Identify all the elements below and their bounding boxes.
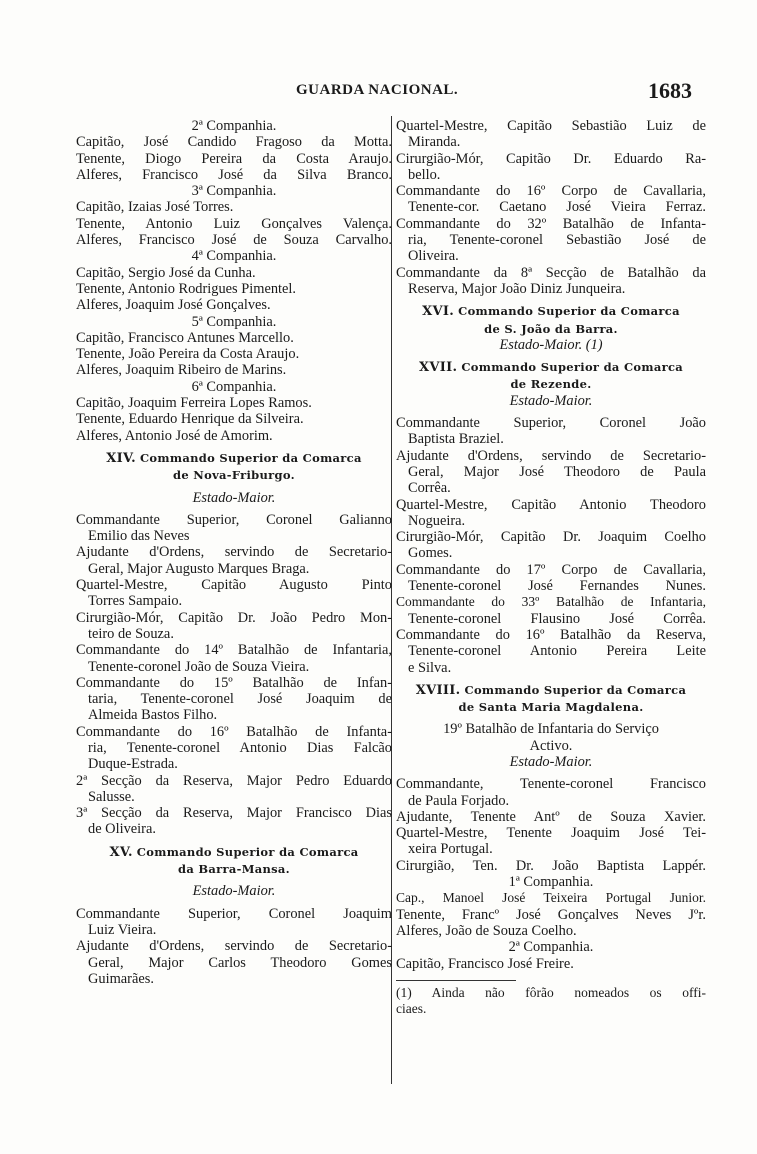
text-line: Cap., Manoel José Teixeira Portugal Junior. — [396, 890, 706, 906]
text-line: Capitão, Izaias José Torres. — [76, 199, 234, 216]
section-heading: XVII. Commando Superior da Comarca — [418, 360, 684, 376]
text-line: Oliveira. — [408, 248, 459, 265]
battalion-heading-cont: Activo. — [529, 737, 573, 754]
right-column — [396, 118, 706, 1017]
text-line: Alferes, Joaquim José Gonçalves. — [76, 297, 271, 314]
text-line: Quartel-Mestre, Capitão Antonio Theodoro — [396, 496, 706, 513]
text-line: Guimarães. — [88, 970, 154, 987]
section-heading: XVIII. Commando Superior da Comarca — [415, 682, 687, 698]
text-line: Commandante, Tenente-coronel Francisco — [396, 776, 706, 793]
text-line: Quartel-Mestre, Capitão Sebastião Luiz de — [396, 118, 706, 134]
text-line: Capitão, Sergio José da Cunha. — [76, 264, 256, 281]
text-line: Cirurgião-Mór, Capitão Dr. João Pedro Mon- — [76, 609, 392, 626]
text-line: Tenente-coronel João de Souza Vieira. — [88, 658, 310, 675]
company-heading: 4ª Companhia. — [191, 248, 277, 265]
text-line: Commandante do 14º Batalhão de Infantaria, — [76, 642, 392, 659]
subsection-heading: Estado-Maior. (1) — [499, 336, 603, 353]
text-line: Baptista Braziel. — [408, 431, 504, 448]
text-line: Ajudante, Tenente Antº de Souza Xavier. — [396, 808, 706, 825]
text-line: Tenente-coronel Flausino José Corrêa. — [408, 610, 706, 627]
section-heading: XV. Commando Superior da Comarca — [109, 844, 359, 860]
battalion-heading: 19º Batalhão de Infantaria do Serviço — [443, 721, 659, 738]
text-line: Cirurgião-Mór, Capitão Dr. Eduardo Ra- — [396, 150, 706, 167]
section-number: XV. — [109, 844, 133, 860]
section-heading: XVI. Commando Superior da Comarca — [422, 304, 680, 320]
text-line: Alferes, Antonio José de Amorim. — [76, 427, 273, 444]
text-line: Commandante do 17º Corpo de Cavallaria, — [396, 561, 706, 578]
text-line: Reserva, Major João Diniz Junqueira. — [408, 280, 626, 297]
text-line: Alferes, Francisco José de Souza Carvalho. — [76, 232, 392, 249]
text-line: Nogueira. — [408, 512, 466, 529]
text-line: Capitão, Francisco José Freire. — [396, 955, 574, 972]
text-line: Tenente, Diogo Pereira da Costa Araujo. — [76, 150, 392, 167]
company-heading: 1ª Companhia. — [508, 874, 594, 891]
subsection-heading: Estado-Maior. — [509, 753, 593, 770]
section-heading-cont: de S. João da Barra. — [484, 321, 618, 336]
text-line: Duque-Estrada. — [88, 756, 178, 773]
text-line: Capitão, Francisco Antunes Marcello. — [76, 329, 294, 346]
section-heading-cont: de Santa Maria Magdalena. — [458, 700, 644, 715]
company-heading: 5ª Companhia. — [191, 313, 277, 330]
text-line: Commandante Superior, Coronel Joaquim — [76, 905, 392, 922]
text-line: Capitão, José Candido Fragoso da Motta. — [76, 134, 392, 151]
text-line: Commandante da 8ª Secção de Batalhão da — [396, 264, 706, 281]
section-heading-cont: da Barra-Mansa. — [178, 862, 290, 877]
text-line: Ajudante d'Ordens, servindo de Secretario- — [76, 938, 392, 955]
text-line: Alferes, João de Souza Coelho. — [396, 922, 577, 939]
text-line: Cirurgião, Ten. Dr. João Baptista Lappér. — [396, 857, 706, 874]
section-heading-cont: de Nova-Friburgo. — [173, 468, 295, 483]
text-line: Tenente-coronel Antonio Pereira Leite — [408, 643, 706, 660]
text-line: Miranda. — [408, 134, 461, 151]
text-line: de Oliveira. — [88, 821, 156, 838]
text-line: Emilio das Neves — [88, 528, 190, 545]
text-line: bello. — [408, 166, 441, 183]
text-line: Tenente, João Pereira da Costa Araujo. — [76, 346, 300, 363]
company-heading: 6ª Companhia. — [191, 378, 277, 395]
text-line: Almeida Bastos Filho. — [88, 707, 218, 724]
text-line: Tenente, Antonio Luiz Gonçalves Valença. — [76, 215, 392, 232]
text-line: Tenente, Antonio Rodrigues Pimentel. — [76, 280, 297, 297]
text-line: e Silva. — [408, 659, 452, 676]
text-line: Tenente-coronel José Fernandes Nunes. — [408, 578, 706, 595]
footnote: (1) Ainda não fôrão nomeados os offi- — [396, 984, 706, 1000]
page-header — [0, 78, 757, 106]
text-line: Commandante do 16º Corpo de Cavallaria, — [396, 183, 706, 200]
text-line: ria, Tenente-coronel Antonio Dias Falcão — [88, 739, 392, 756]
running-title: GUARDA NACIONAL. — [296, 82, 459, 98]
subsection-heading: Estado-Maior. — [192, 883, 276, 900]
text-line: Gomes. — [408, 545, 453, 562]
text-line: Capitão, Joaquim Ferreira Lopes Ramos. — [76, 395, 312, 412]
text-line: Alferes, Francisco José da Silva Branco. — [76, 166, 392, 183]
section-number: XVII. — [418, 360, 458, 376]
text-line: Corrêa. — [408, 480, 451, 497]
text-line: teiro de Souza. — [88, 625, 174, 642]
text-line: Commandante Superior, Coronel Galianno — [76, 511, 392, 528]
text-line: Ajudante d'Ordens, servindo de Secretario- — [396, 447, 706, 464]
text-line: Cirurgião-Mór, Capitão Dr. Joaquim Coelho — [396, 529, 706, 546]
company-heading: 2ª Companhia. — [191, 118, 277, 134]
section-number: XVI. — [422, 304, 455, 320]
subsection-heading: Estado-Maior. — [192, 489, 276, 506]
text-line: Tenente, Francº José Gonçalves Neves Jºr. — [396, 906, 706, 923]
text-line: de Paula Forjado. — [408, 792, 510, 809]
text-line: ria, Tenente-coronel Sebastião José de — [408, 232, 706, 249]
section-heading: XIV. Commando Superior da Comarca — [106, 450, 362, 466]
text-line: Commandante do 32º Batalhão de Infanta- — [396, 215, 706, 232]
text-line: Commandante do 33º Batalhão de Infantaria, — [396, 594, 706, 610]
text-line: Geral, Major José Theodoro de Paula — [408, 463, 706, 480]
text-line: Commandante do 16º Batalhão de Infanta- — [76, 723, 392, 740]
footnote-rule — [396, 980, 516, 981]
text-line: Ajudante d'Ordens, servindo de Secretario- — [76, 544, 392, 561]
section-heading-cont: de Rezende. — [510, 377, 592, 392]
text-line: xeira Portugal. — [408, 841, 493, 858]
text-line: Salusse. — [88, 788, 135, 805]
text-line: 3ª Secção da Reserva, Major Francisco Dias — [76, 805, 392, 822]
text-line: Torres Sampaio. — [88, 593, 183, 610]
text-line: Commandante do 16º Batalhão da Reserva, — [396, 626, 706, 643]
text-line: 2ª Secção da Reserva, Major Pedro Eduardo — [76, 772, 392, 789]
text-line: Luiz Vieira. — [88, 921, 157, 938]
company-heading: 3ª Companhia. — [191, 183, 277, 200]
text-line: Geral, Major Carlos Theodoro Gomes — [88, 954, 392, 971]
text-line: Quartel-Mestre, Capitão Augusto Pinto — [76, 577, 392, 594]
section-number: XVIII. — [415, 682, 461, 698]
text-line: Alferes, Joaquim Ribeiro de Marins. — [76, 362, 287, 379]
text-line: Quartel-Mestre, Tenente Joaquim José Tei- — [396, 825, 706, 842]
footnote-cont: ciaes. — [396, 1001, 427, 1017]
text-line: Commandante do 15º Batalhão de Infan- — [76, 674, 392, 691]
text-line: Tenente-cor. Caetano José Vieira Ferraz. — [408, 199, 706, 216]
text-line: Geral, Major Augusto Marques Braga. — [88, 560, 310, 577]
text-line: taria, Tenente-coronel José Joaquim de — [88, 691, 392, 708]
company-heading: 2ª Companhia. — [508, 939, 594, 956]
text-line: Commandante Superior, Coronel João — [396, 415, 706, 432]
section-number: XIV. — [106, 450, 136, 466]
subsection-heading: Estado-Maior. — [509, 392, 593, 409]
left-column — [76, 118, 392, 987]
page-number: 1683 — [648, 78, 692, 103]
text-line: Tenente, Eduardo Henrique da Silveira. — [76, 411, 304, 428]
